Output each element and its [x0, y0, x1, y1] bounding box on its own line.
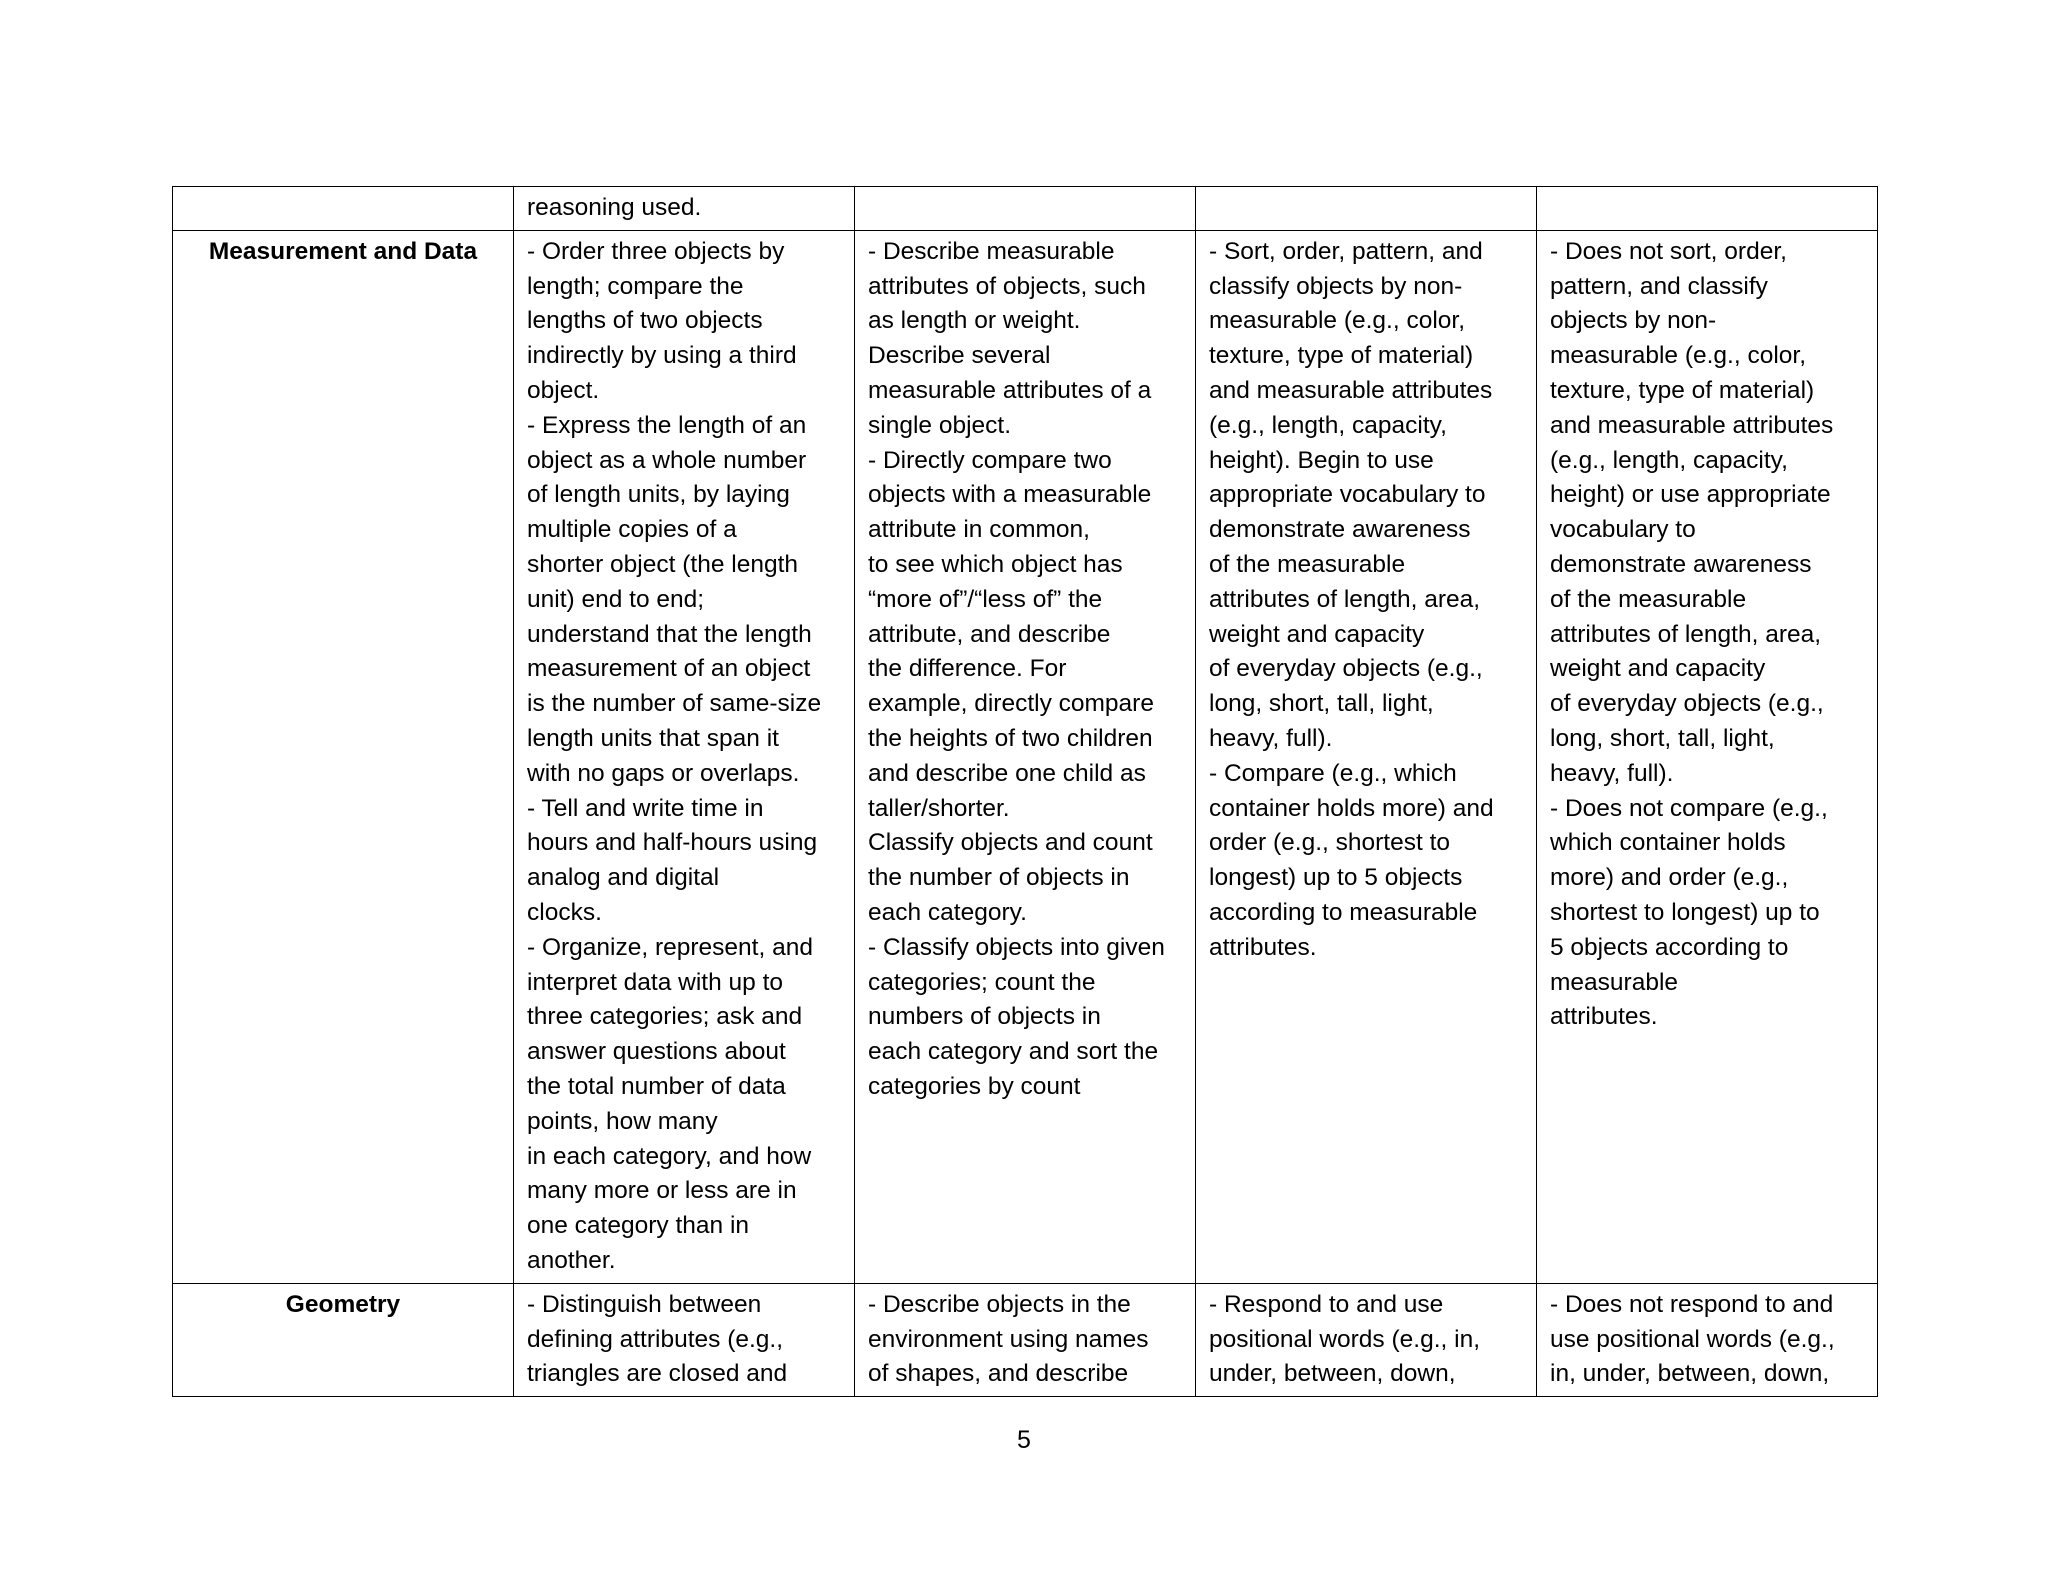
subject-cell: Geometry: [173, 1283, 514, 1396]
standards-table: [172, 186, 1878, 1397]
table-cell: - Respond to and use positional words (e.g., in, under, between, down,: [1196, 1283, 1537, 1396]
table-row: [173, 187, 1878, 231]
table-cell: reasoning used.: [514, 187, 855, 231]
table-row: [173, 1283, 1878, 1396]
table-cell: [1537, 187, 1878, 231]
table-row: [173, 230, 1878, 1283]
table-cell: - Describe measurable attributes of objects, such as length or weight. Describe several measurable attributes of a single object. - Directly compare two objects with a measurable attribute in common, to see which object has “more of”/“less of” the attribute, and describe the difference. For example, directly compare the heights of two children and describe one child as taller/shorter. Classify objects and count the number of objects in each category. - Classify objects into given categories; count the numbers of objects in each category and sort the categories by count: [855, 230, 1196, 1283]
table-cell: [1196, 187, 1537, 231]
table-cell: - Order three objects by length; compare the lengths of two objects indirectly by using a third object. - Express the length of an object as a whole number of length units, by laying multiple copies of a shorter object (the length unit) end to end; understand that the length measurement of an object is the number of same-size length units that span it with no gaps or overlaps. - Tell and write time in hours and half-hours using analog and digital clocks. - Organize, represent, and interpret data with up to three categories; ask and answer questions about the total number of data points, how many in each category, and how many more or less are in one category than in another.: [514, 230, 855, 1283]
subject-cell: Measurement and Data: [173, 230, 514, 1283]
table-cell: - Does not sort, order, pattern, and classify objects by non- measurable (e.g., color, texture, type of material) and measurable attributes (e.g., length, capacity, height) or use appropriate vocabulary to demonstrate awareness of the measurable attributes of length, area, weight and capacity of everyday objects (e.g., long, short, tall, light, heavy, full). - Does not compare (e.g., which container holds more) and order (e.g., shortest to longest) up to 5 objects according to measurable attributes.: [1537, 230, 1878, 1283]
table-cell: - Describe objects in the environment using names of shapes, and describe: [855, 1283, 1196, 1396]
page-number: 5: [1017, 1426, 1031, 1454]
table-cell: - Distinguish between defining attributes (e.g., triangles are closed and: [514, 1283, 855, 1396]
table-cell: - Does not respond to and use positional words (e.g., in, under, between, down,: [1537, 1283, 1878, 1396]
subject-cell: [173, 187, 514, 231]
table-cell: - Sort, order, pattern, and classify objects by non- measurable (e.g., color, texture, type of material) and measurable attributes (e.g., length, capacity, height). Begin to use appropriate vocabulary to demonstrate awareness of the measurable attributes of length, area, weight and capacity of everyday objects (e.g., long, short, tall, light, heavy, full). - Compare (e.g., which container holds more) and order (e.g., shortest to longest) up to 5 objects according to measurable attributes.: [1196, 230, 1537, 1283]
table-cell: [855, 187, 1196, 231]
